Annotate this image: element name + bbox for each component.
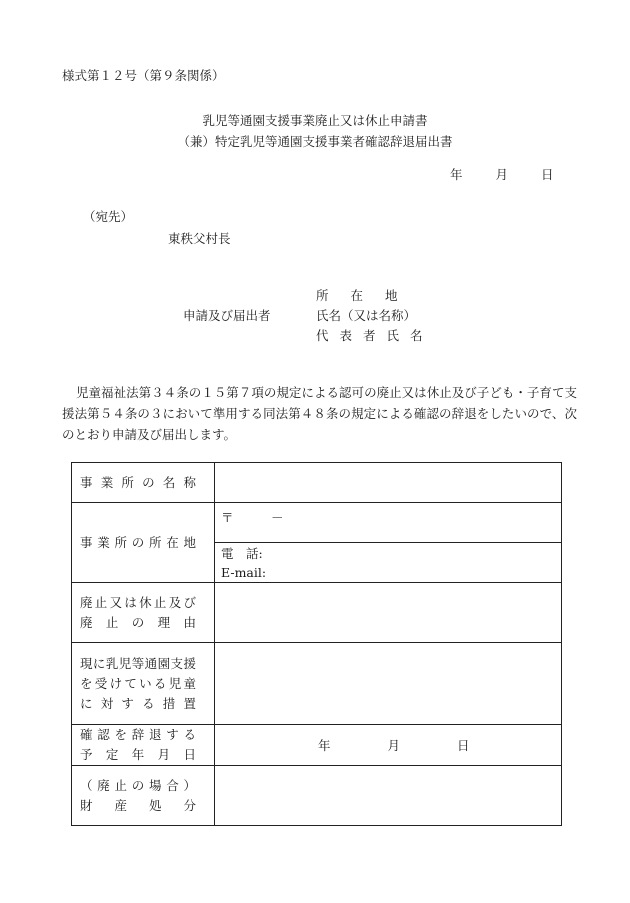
email-label: E-mail: [221, 564, 267, 580]
applicant-representative-label: 代表者氏名 [316, 328, 434, 343]
facility-contact-field[interactable] [215, 543, 562, 583]
postal-code-mark: 〒 － [221, 509, 284, 525]
applicant-label: 申請及び届出者 [183, 308, 271, 323]
withdrawal-month: 月 [387, 738, 401, 753]
withdrawal-date-field[interactable] [215, 725, 562, 766]
document-subtitle: （兼）特定乳児等通園支援事業者確認辞退届出書 [177, 134, 453, 149]
withdrawal-date-label: 確認を辞退する 予定年月日 [72, 725, 215, 766]
applicant-name-label: 氏名（又は名称） [316, 308, 417, 323]
addressee-label: （宛先） [83, 209, 134, 224]
reason-label: 廃止又は休止及び 廃止の理由 [72, 583, 215, 643]
withdrawal-year: 年 [318, 738, 331, 753]
facility-address-field[interactable] [215, 503, 562, 543]
table-row [72, 725, 562, 766]
date-month: 月 [495, 167, 509, 182]
table-row [72, 463, 562, 503]
facility-name-field[interactable] [215, 463, 562, 503]
body-paragraph: 児童福祉法第３４条の１５第７項の規定による認可の廃止又は休止及び子ども・子育て支援法第５４条の３において準用する同法第４８条の規定による確認の辞退をしたいので、次のとおり申請及び届出します。 [62, 385, 577, 442]
measures-field[interactable] [215, 643, 562, 725]
facility-name-label: 事業所の名称 [72, 463, 215, 503]
document-title: 乳児等通園支援事業廃止又は休止申請書 [202, 113, 428, 128]
reason-field[interactable] [215, 583, 562, 643]
table-row [72, 766, 562, 826]
table-row [72, 583, 562, 643]
form-number: 様式第１２号（第９条関係） [62, 68, 225, 83]
property-disposal-label: （廃止の場合） 財産処分 [72, 766, 215, 826]
application-table [71, 462, 562, 826]
withdrawal-day: 日 [457, 738, 470, 753]
phone-label: 電 話: [221, 545, 263, 561]
recipient-name: 東秩父村長 [168, 231, 231, 246]
property-disposal-field[interactable] [215, 766, 562, 826]
date-day: 日 [541, 167, 554, 182]
table-row [72, 643, 562, 725]
table-row [72, 503, 562, 543]
facility-location-label: 事業所の所在地 [72, 503, 215, 583]
date-line [450, 165, 554, 183]
date-year: 年 [450, 167, 463, 182]
measures-label: 現に乳児等通園支援 を受けている児童 に対する措置 [72, 643, 215, 725]
applicant-location-label: 所在地 [316, 288, 420, 303]
